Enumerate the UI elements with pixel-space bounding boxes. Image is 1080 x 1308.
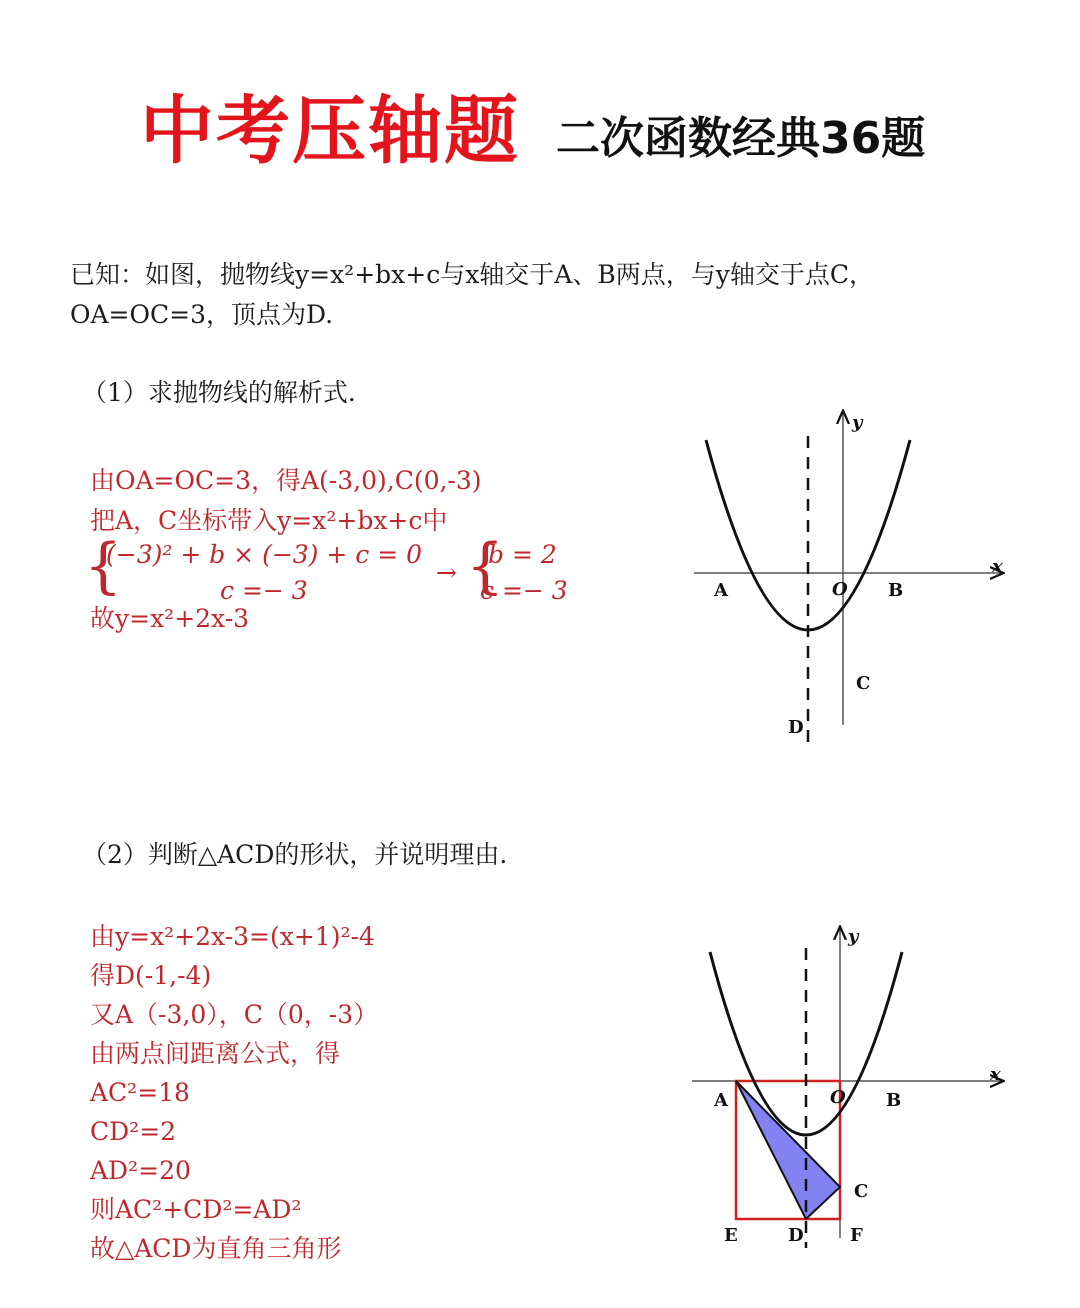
triangle-acd	[736, 1081, 840, 1219]
system-equation-2: c =− 3	[220, 576, 308, 605]
title-red: 中考压轴题	[140, 88, 520, 174]
right-brace: {	[466, 531, 505, 601]
part2-solution-line: CD²=2	[90, 1117, 177, 1146]
point-e-label: E	[724, 1225, 738, 1246]
problem-line-1: 已知：如图，抛物线y=x²+bx+c与x轴交于A、B两点，与y轴交于点C，	[70, 260, 874, 289]
system-result-1: b = 2	[488, 540, 557, 569]
part2-solution-line: 由两点间距离公式，得	[90, 1039, 341, 1068]
part1-conclusion: 故y=x²+2x-3	[90, 604, 250, 633]
y-axis-label: y	[848, 926, 859, 947]
origin-label: O	[830, 1087, 846, 1108]
point-b-label: B	[888, 580, 904, 601]
x-axis-label: x	[990, 1064, 1001, 1085]
parabola-figure-1	[680, 400, 1020, 760]
system-result-2: c =− 3	[480, 576, 568, 605]
part2-solution-line: AD²=20	[90, 1156, 191, 1185]
x-axis-label: x	[992, 556, 1003, 577]
point-d-label: D	[788, 717, 804, 738]
part2-solution-line: 又A（-3,0），C（0，-3）	[90, 1000, 379, 1029]
left-brace: {	[84, 531, 123, 601]
part2-solution-line: AC²=18	[90, 1078, 190, 1107]
part2-solution-line: 由y=x²+2x-3=(x+1)²-4	[90, 922, 375, 951]
part2-conclusion: 故△ACD为直角三角形	[90, 1234, 342, 1263]
part2-question: （2）判断△ACD的形状，并说明理由.	[82, 840, 508, 869]
point-a-label: A	[714, 580, 728, 601]
point-f-label: F	[850, 1225, 863, 1246]
part1-question: （1）求抛物线的解析式.	[82, 378, 356, 407]
point-c-label: C	[854, 1181, 869, 1202]
system-equation-1: (−3)² + b × (−3) + c = 0	[106, 540, 423, 569]
part1-solution-line: 把A，C坐标带入y=x²+bx+c中	[90, 506, 448, 535]
implies-arrow: →	[436, 558, 457, 587]
point-d-label: D	[788, 1225, 804, 1246]
parabola-figure-2	[680, 918, 1020, 1258]
part1-solution-line: 由OA=OC=3，得A(-3,0),C(0,-3)	[90, 466, 482, 495]
point-c-label: C	[856, 673, 871, 694]
part2-solution-line: 得D(-1,-4)	[90, 961, 212, 990]
point-a-label: A	[714, 1090, 728, 1111]
y-axis-label: y	[852, 412, 863, 433]
point-b-label: B	[886, 1090, 902, 1111]
part2-solution-line: 则AC²+CD²=AD²	[90, 1195, 302, 1224]
problem-line-2: OA=OC=3，顶点为D.	[70, 300, 334, 329]
origin-label: O	[832, 579, 848, 600]
title-black: 二次函数经典36题	[556, 113, 926, 164]
